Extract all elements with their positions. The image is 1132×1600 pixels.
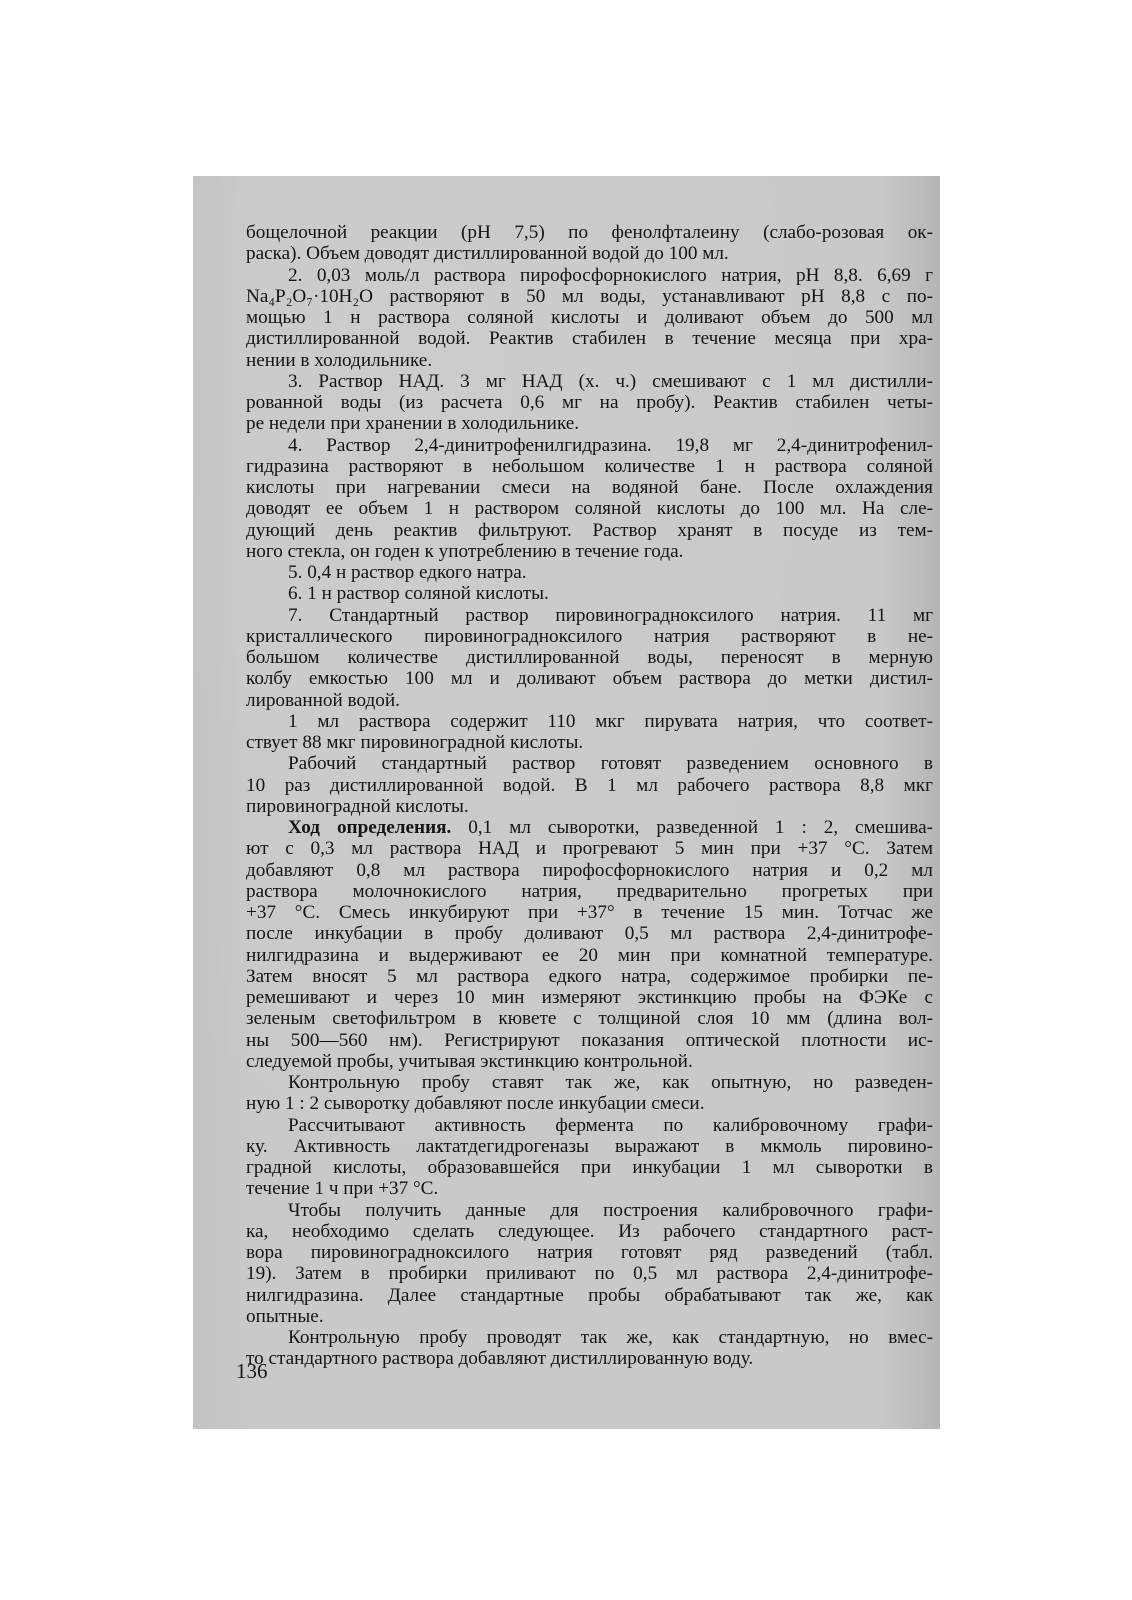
text-line bbox=[246, 1008, 933, 1029]
line-text: 4. Раствор 2,4-динитрофенилгидразина. 19,8 мг 2,4-динитрофенил- bbox=[288, 434, 933, 456]
line-text: большом количестве дистиллированной воды, переносят в мерную bbox=[246, 647, 933, 668]
line-text: бощелочной реакции (рН 7,5) по фенолфталеину (слабо-розовая ок- bbox=[246, 222, 933, 243]
text-line bbox=[246, 775, 933, 796]
line-text: Контрольную пробу ставят так же, как опытную, но разведен- bbox=[288, 1072, 933, 1093]
text-line bbox=[246, 753, 933, 774]
line-text: нилгидразина и выдерживают ее 20 мин при комнатной температуре. bbox=[246, 944, 933, 966]
line-text: следуемой пробы, учитывая экстинкцию контрольной. bbox=[246, 1050, 693, 1072]
text-line bbox=[246, 945, 933, 966]
text-line bbox=[246, 690, 933, 711]
text-line bbox=[246, 265, 933, 286]
line-text: Рабочий стандартный раствор готовят разведением основного в bbox=[288, 753, 933, 775]
text-line bbox=[246, 966, 933, 987]
text-line bbox=[246, 1221, 933, 1242]
text-line bbox=[246, 286, 933, 307]
text-line bbox=[246, 605, 933, 626]
text-line bbox=[246, 902, 933, 923]
text-line bbox=[246, 1327, 933, 1348]
line-text: ремешивают и через 10 мин измеряют экстинкцию пробы на ФЭКе с bbox=[246, 987, 933, 1008]
line-text: ную 1 : 2 сыворотку добавляют после инкубации смеси. bbox=[246, 1093, 705, 1115]
line-text: раствора молочнокислого натрия, предварительно прогретых при bbox=[246, 880, 933, 902]
line-text: Чтобы получить данные для построения калибровочного графи- bbox=[288, 1199, 933, 1221]
text-line bbox=[246, 817, 933, 838]
text-line bbox=[246, 307, 933, 328]
text-line bbox=[246, 328, 933, 349]
page-number: 136 bbox=[236, 1359, 268, 1383]
line-text: пировиноградной кислоты. bbox=[246, 795, 469, 817]
text-line bbox=[246, 413, 933, 434]
text-line bbox=[246, 583, 933, 604]
text-line bbox=[246, 222, 933, 243]
line-text: 2. 0,03 моль/л раствора пирофосфорнокислого натрия, рН 8,8. 6,69 г bbox=[288, 264, 933, 286]
line-text: раска). Объем доводят дистиллированной водой до 100 мл. bbox=[246, 243, 729, 265]
text-line bbox=[246, 1030, 933, 1051]
text-line bbox=[246, 881, 933, 902]
line-text: ку. Активность лактатдегидрогеназы выражают в мкмоль пировино- bbox=[246, 1135, 933, 1157]
line-text: дистиллированной водой. Реактив стабилен в течение месяца при хра- bbox=[246, 328, 933, 350]
line-text: 19). Затем в пробирки приливают по 0,5 мл раствора 2,4-динитрофе- bbox=[246, 1263, 933, 1285]
line-text: дующий день реактив фильтруют. Раствор хранят в посуде из тем- bbox=[246, 519, 933, 541]
text-line bbox=[246, 838, 933, 859]
text-line bbox=[246, 350, 933, 371]
line-text: нилгидразина. Далее стандартные пробы обрабатывают так же, как bbox=[246, 1284, 933, 1306]
text-line bbox=[246, 1242, 933, 1263]
line-text: 3. Раствор НАД. 3 мг НАД (х. ч.) смешивают с 1 мл дистилли- bbox=[288, 370, 933, 392]
line-text: вора пировиноградноксилого натрия готовят ряд разведений (табл. bbox=[246, 1242, 933, 1263]
line-text: +37 °С. Смесь инкубируют при +37° в течение 15 мин. Тотчас же bbox=[246, 902, 933, 923]
text-line bbox=[246, 371, 933, 392]
text-line bbox=[246, 1200, 933, 1221]
body-text bbox=[246, 222, 933, 1370]
text-line bbox=[246, 477, 933, 498]
text-line bbox=[246, 243, 933, 264]
line-text: ствует 88 мкг пировиноградной кислоты. bbox=[246, 732, 584, 753]
text-line bbox=[246, 1285, 933, 1306]
text-line bbox=[246, 1306, 933, 1327]
line-text: кристаллического пировиноградноксилого натрия растворяют в не- bbox=[246, 625, 933, 647]
text-line bbox=[246, 1348, 933, 1369]
line-text: после инкубации в пробу доливают 0,5 мл раствора 2,4-динитрофе- bbox=[246, 923, 933, 945]
line-text: 0,1 мл сыворотки, разведенной 1 : 2, смешива- bbox=[451, 817, 933, 838]
line-text: течение 1 ч при +37 °С. bbox=[246, 1178, 439, 1200]
line-text: ют с 0,3 мл раствора НАД и прогревают 5 мин при +37 °С. Затем bbox=[246, 838, 933, 860]
line-text: 7. Стандартный раствор пировиноградноксилого натрия. 11 мг bbox=[288, 604, 933, 626]
text-line bbox=[246, 392, 933, 413]
line-text: Затем вносят 5 мл раствора едкого натра, содержимое пробирки пе- bbox=[246, 965, 933, 987]
line-text: мощью 1 н раствора соляной кислоты и доливают объем до 500 мл bbox=[246, 307, 933, 328]
line-text: гидразина растворяют в небольшом количестве 1 н раствора соляной bbox=[246, 455, 933, 477]
line-text: 5. 0,4 н раствор едкого натра. bbox=[288, 562, 527, 583]
line-text: Рассчитывают активность фермента по калибровочному графи- bbox=[288, 1114, 933, 1136]
text-line bbox=[246, 435, 933, 456]
text-line bbox=[246, 456, 933, 477]
text-line bbox=[246, 987, 933, 1008]
text-line bbox=[246, 1093, 933, 1114]
text-line bbox=[246, 1178, 933, 1199]
text-line bbox=[246, 498, 933, 519]
text-line bbox=[246, 1072, 933, 1093]
line-text: то стандартного раствора добавляют дистиллированную воду. bbox=[246, 1348, 754, 1370]
line-text: Na₄P₂O₇·10H₂O растворяют в 50 мл воды, устанавливают рН 8,8 с по- bbox=[246, 285, 933, 307]
text-line bbox=[246, 1263, 933, 1284]
line-text: рованной воды (из расчета 0,6 мг на пробу). Реактив стабилен четы- bbox=[246, 392, 933, 413]
text-line bbox=[246, 668, 933, 689]
scanned-page bbox=[193, 176, 940, 1429]
text-line bbox=[246, 1157, 933, 1178]
text-line bbox=[246, 647, 933, 668]
text-line bbox=[246, 1051, 933, 1072]
text-line bbox=[246, 626, 933, 647]
line-text: 10 раз дистиллированной водой. В 1 мл рабочего раствора 8,8 мкг bbox=[246, 774, 933, 796]
line-text: колбу емкостью 100 мл и доливают объем раствора до метки дистил- bbox=[246, 668, 933, 690]
text-line bbox=[246, 923, 933, 944]
line-text: 1 мл раствора содержит 110 мкг пирувата натрия, что соответ- bbox=[288, 710, 933, 732]
text-line bbox=[246, 796, 933, 817]
line-text: ка, необходимо сделать следующее. Из рабочего стандартного раст- bbox=[246, 1220, 933, 1242]
text-line bbox=[246, 562, 933, 583]
text-line bbox=[246, 520, 933, 541]
line-text: зеленым светофильтром в кювете с толщиной слоя 10 мм (длина вол- bbox=[246, 1008, 933, 1030]
text-line bbox=[246, 1115, 933, 1136]
line-text: Контрольную пробу проводят так же, как стандартную, но вмес- bbox=[288, 1327, 933, 1348]
line-text: лированной водой. bbox=[246, 689, 400, 711]
line-text: опытные. bbox=[246, 1305, 324, 1327]
line-text: кислоты при нагревании смеси на водяной бане. После охлаждения bbox=[246, 477, 933, 498]
text-line bbox=[246, 860, 933, 881]
line-text: ны 500—560 нм). Регистрируют показания оптической плотности ис- bbox=[246, 1029, 933, 1051]
text-line bbox=[246, 732, 933, 753]
line-text: градной кислоты, образовавшейся при инкубации 1 мл сыворотки в bbox=[246, 1157, 933, 1178]
line-text: нении в холодильнике. bbox=[246, 349, 433, 371]
line-text: доводят ее объем 1 н раствором соляной кислоты до 100 мл. На сле- bbox=[246, 498, 933, 520]
text-line bbox=[246, 541, 933, 562]
line-text: ре недели при хранении в холодильнике. bbox=[246, 413, 580, 435]
text-line bbox=[246, 1136, 933, 1157]
line-text: ного стекла, он годен к употреблению в течение года. bbox=[246, 540, 684, 562]
section-heading: Ход определения. bbox=[288, 817, 452, 838]
text-line bbox=[246, 711, 933, 732]
line-text: добавляют 0,8 мл раствора пирофосфорнокислого натрия и 0,2 мл bbox=[246, 859, 933, 881]
line-text: 6. 1 н раствор соляной кислоты. bbox=[288, 583, 549, 605]
